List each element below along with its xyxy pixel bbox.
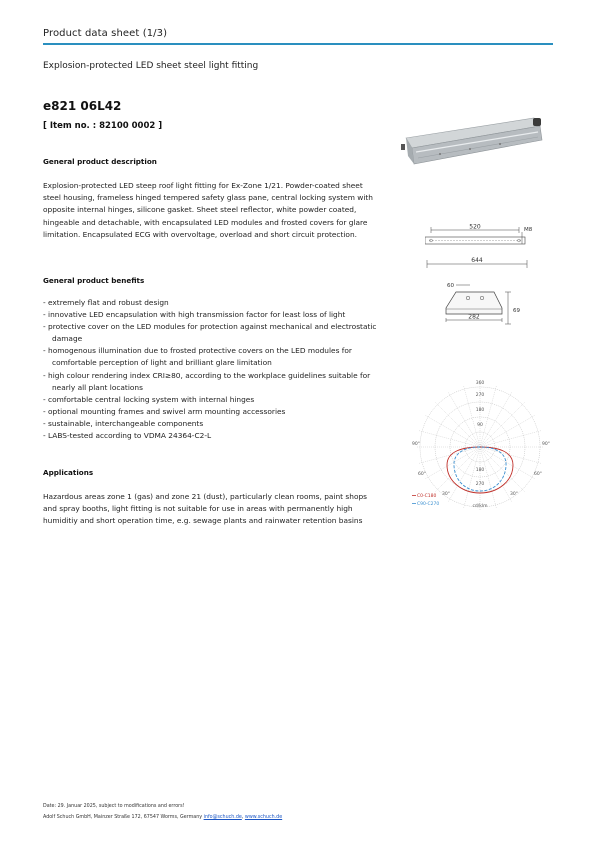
polar-grid-spoke [435, 402, 480, 447]
benefit-item: - high colour rendering index CRI≥80, according to the workplace guidelines suitable for nearly all plant locations [43, 370, 371, 392]
footer-web-link[interactable]: www.schuch.de [244, 815, 283, 820]
legend-c90: C90-C270 [417, 502, 440, 507]
product-subtitle: Explosion-protected LED sheet steel light fitting [43, 61, 259, 71]
benefits-list [43, 297, 378, 442]
dim-side-width-label: 282 [468, 313, 480, 321]
footer-date: Date: 29. Januar 2025, subject to modifications and errors! [43, 804, 185, 809]
item-number: [ Item no. : 82100 0002 ] [43, 121, 163, 131]
footer-separator: , [241, 815, 245, 820]
applications-heading: Applications [43, 468, 94, 477]
polar-ring-label: 270 [475, 393, 485, 398]
benefit-item: - protective cover on the LED modules for protection against mechanical and electrostatic damage [43, 322, 377, 344]
polar-angle-label: 30° [442, 492, 450, 497]
polar-ring-label: 180 [475, 408, 485, 413]
description-heading: General product description [43, 157, 157, 166]
polar-unit-label: cd/klm [472, 504, 488, 509]
footer-company: Adolf Schuch GmbH, Mainzer Straße 172, 67547 Worms, Germany [43, 815, 204, 820]
product-model: e821 06L42 [43, 99, 122, 113]
polar-grid-spoke [448, 447, 480, 502]
header-divider [43, 43, 553, 45]
benefit-item: - comfortable central locking system with internal hinges [43, 394, 255, 404]
polar-grid-spoke [480, 447, 542, 464]
dim-side-top-label: 60 [447, 283, 454, 289]
polar-grid-spoke [480, 392, 512, 447]
dim-m8-label: M8 [524, 227, 533, 233]
benefit-item: - sustainable, interchangeable components [43, 418, 204, 428]
front-dimension-drawing [425, 222, 540, 272]
polar-grid-spoke [480, 447, 497, 509]
polar-grid-spoke [418, 447, 480, 464]
polar-grid-spoke [480, 430, 542, 447]
polar-grid-spoke [480, 415, 535, 447]
polar-grid-spoke [480, 402, 525, 447]
polar-labels [412, 380, 550, 509]
dim-top-label: 520 [469, 223, 481, 231]
benefit-item: - extremely flat and robust design [43, 298, 169, 307]
dim-length-label: 644 [471, 257, 483, 264]
description-text: Explosion-protected LED steep roof light fitting for Ex-Zone 1/21. Powder-coated sheet steel housing, frameless hinged tempered safety glass pane, central locking system with opposite internal hinges, silicone gasket. Sheet steel reflector, white powder coated, hingeable and detachable, with encapsulated LED modules and frosted covers for glare limitation. Encapsulated ECG with overvoltage, overload and short circuit protection. [43, 181, 373, 239]
polar-grid-spoke [425, 447, 480, 479]
legend-c0: C0-C180 [417, 494, 437, 499]
benefits-heading: General product benefits [43, 276, 145, 285]
polar-ring-label: 360 [475, 381, 485, 386]
applications-text: Hazardous areas zone 1 (gas) and zone 21 (dust), particularly clean rooms, paint shops and spray booths, light fitting is not suitable for use in areas with permanently high humiditiy and short operation time, e.g. sewage plants and rainwater retention basins [43, 492, 368, 526]
polar-grid-spoke [463, 447, 480, 509]
polar-grid-spoke [448, 392, 480, 447]
product-photo [400, 112, 550, 174]
polar-angle-label: 90° [542, 442, 550, 447]
footer-email-link[interactable]: info@schuch.de [203, 815, 242, 820]
polar-grid-spoke [425, 415, 480, 447]
benefit-item: - homogenous illumination due to frosted protective covers on the LED modules for comfortable perception of light and brilliant glare limitation [43, 346, 352, 368]
page-header-title: Product data sheet (1/3) [43, 28, 168, 39]
polar-grid-spoke [418, 430, 480, 447]
polar-ring-label: 270 [475, 482, 485, 487]
polar-ring-label: 90 [477, 423, 483, 428]
polar-angle-label: 90° [412, 442, 420, 447]
polar-ring-label: 180 [475, 468, 485, 473]
polar-angle-label: 60° [534, 472, 542, 477]
benefit-item: - LABS-tested according to VDMA 24364-C2-L [43, 431, 212, 441]
polar-angle-label: 30° [510, 492, 518, 497]
benefit-item: - optional mounting frames and swivel arm mounting accessories [43, 406, 286, 416]
polar-angle-label: 60° [418, 472, 426, 477]
benefit-item: - innovative LED encapsulation with high transmission factor for least loss of light [43, 310, 346, 320]
light-distribution-diagram [400, 375, 552, 513]
footer-address [43, 815, 282, 820]
polar-grid-spoke [480, 447, 512, 502]
side-dimension-drawing [440, 278, 520, 338]
polar-grid-spoke [480, 447, 535, 479]
dim-side-height-label: 69 [513, 308, 520, 314]
